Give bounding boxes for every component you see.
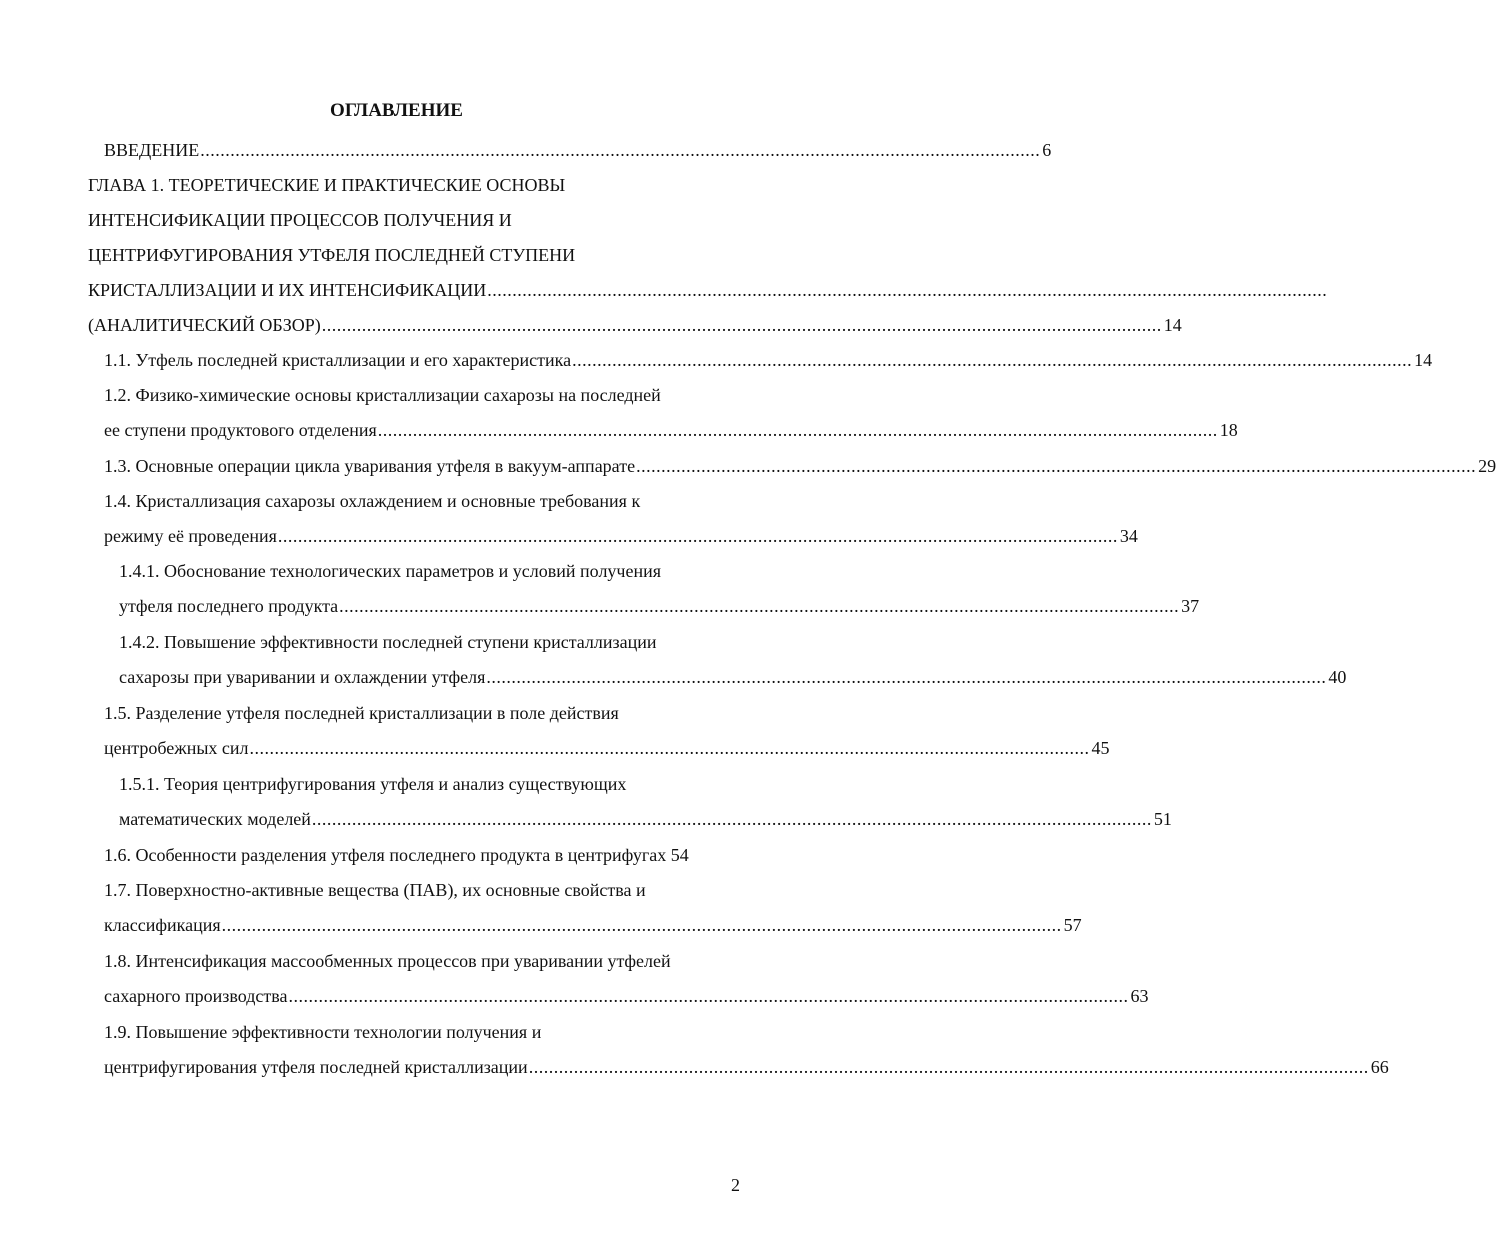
toc-page-number: 63 bbox=[1130, 986, 1149, 1006]
toc-entry-line: 1.4. Кристаллизация сахарозы охлаждением и основные требования к bbox=[104, 491, 641, 511]
toc-leader-dots: ........................................................................................................................................................................ bbox=[486, 667, 1327, 687]
toc-entry-1-5[interactable] bbox=[104, 734, 1110, 762]
toc-page-number: 51 bbox=[1153, 809, 1172, 829]
toc-entry-text: сахарного производства bbox=[104, 986, 288, 1006]
toc-leader-dots: ........................................................................................................................................................................ bbox=[249, 738, 1090, 758]
toc-entry-line: 1.5. Разделение утфеля последней кристаллизации в поле действия bbox=[104, 703, 619, 723]
toc-entry-chapter-1[interactable] bbox=[88, 311, 1182, 339]
toc-leader-dots: ........................................................................................................................................................................ bbox=[377, 420, 1218, 440]
toc-entry-1-1[interactable] bbox=[104, 346, 1433, 374]
toc-page-number: 29 bbox=[1478, 456, 1496, 476]
toc-entry-1-7[interactable] bbox=[104, 911, 1082, 939]
toc-entry-line: 1.8. Интенсификация массообменных процессов при уваривании утфелей bbox=[104, 951, 671, 971]
toc-page-number: 34 bbox=[1119, 526, 1138, 546]
toc-entry-1-9[interactable] bbox=[104, 1053, 1389, 1081]
toc-entry-line: 1.9. Повышение эффективности технологии получения и bbox=[104, 1022, 542, 1042]
toc-entry-text: режиму её проведения bbox=[104, 526, 277, 546]
toc-entry-text: утфеля последнего продукта bbox=[119, 596, 339, 616]
toc-leader-dots: ........................................................................................................................................................................ bbox=[487, 280, 1328, 300]
toc-entry-1-6[interactable]: 1.6. Особенности разделения утфеля последнего продукта в центрифугах 54 bbox=[104, 845, 689, 865]
toc-entry-1-4-1[interactable] bbox=[119, 592, 1200, 620]
toc-entry-1-3[interactable] bbox=[104, 452, 1496, 480]
toc-entry-text: центробежных сил bbox=[104, 738, 249, 758]
toc-entry-text: 1.3. Основные операции цикла уваривания утфеля в вакуум-аппарате bbox=[104, 456, 636, 476]
toc-page-number: 6 bbox=[1042, 140, 1052, 160]
toc-entry-text: КРИСТАЛЛИЗАЦИИ И ИХ ИНТЕНСИФИКАЦИИ bbox=[88, 280, 487, 300]
toc-entry-1-2[interactable] bbox=[104, 416, 1238, 444]
toc-entry-1-8[interactable] bbox=[104, 982, 1149, 1010]
toc-entry-line: 1.4.2. Повышение эффективности последней ступени кристаллизации bbox=[119, 632, 657, 652]
page-title: ОГЛАВЛЕНИЕ bbox=[330, 100, 463, 121]
toc-entry-line: 1.2. Физико-химические основы кристаллизации сахарозы на последней bbox=[104, 385, 661, 405]
toc-entry-1-5-1[interactable] bbox=[119, 805, 1172, 833]
toc-page-number: 45 bbox=[1091, 738, 1110, 758]
toc-page-number: 37 bbox=[1181, 596, 1200, 616]
toc-leader-dots: ........................................................................................................................................................................ bbox=[277, 526, 1118, 546]
toc-leader-dots: ........................................................................................................................................................................ bbox=[636, 456, 1477, 476]
toc-leader-dots: ........................................................................................................................................................................ bbox=[221, 915, 1062, 935]
toc-entry-line: 1.5.1. Теория центрифугирования утфеля и анализ существующих bbox=[119, 774, 627, 794]
toc-chapter-line: ИНТЕНСИФИКАЦИИ ПРОЦЕССОВ ПОЛУЧЕНИЯ И bbox=[88, 210, 512, 230]
toc-leader-dots: ........................................................................................................................................................................ bbox=[528, 1057, 1369, 1077]
toc-page-number: 18 bbox=[1219, 420, 1238, 440]
toc-chapter-line: ГЛАВА 1. ТЕОРЕТИЧЕСКИЕ И ПРАКТИЧЕСКИЕ ОСНОВЫ bbox=[88, 175, 566, 195]
toc-leader-dots: ........................................................................................................................................................................ bbox=[339, 596, 1180, 616]
toc-leader-dots: ........................................................................................................................................................................ bbox=[572, 350, 1413, 370]
toc-entry-text: ВВЕДЕНИЕ bbox=[104, 140, 200, 160]
toc-entry-line: 1.7. Поверхностно-активные вещества (ПАВ), их основные свойства и bbox=[104, 880, 646, 900]
toc-page-number: 40 bbox=[1328, 667, 1347, 687]
toc-page-number: 66 bbox=[1370, 1057, 1389, 1077]
toc-entry-text: ее ступени продуктового отделения bbox=[104, 420, 377, 440]
toc-entry-1-4[interactable] bbox=[104, 522, 1138, 550]
toc-entry-1-4-2[interactable] bbox=[119, 663, 1347, 691]
toc-chapter-line bbox=[88, 276, 1328, 304]
toc-leader-dots: ........................................................................................................................................................................ bbox=[321, 315, 1162, 335]
toc-entry-text: классификация bbox=[104, 915, 221, 935]
toc-leader-dots: ........................................................................................................................................................................ bbox=[200, 140, 1041, 160]
toc-entry-text: математических моделей bbox=[119, 809, 311, 829]
toc-page-number: 57 bbox=[1063, 915, 1082, 935]
toc-page-number: 14 bbox=[1414, 350, 1433, 370]
toc-entry-text: центрифугирования утфеля последней кристаллизации bbox=[104, 1057, 528, 1077]
toc-page-number: 14 bbox=[1163, 315, 1182, 335]
toc-entry-text: 1.1. Утфель последней кристаллизации и его характеристика bbox=[104, 350, 572, 370]
page-number: 2 bbox=[731, 1175, 740, 1195]
toc-entry-introduction[interactable] bbox=[104, 136, 1052, 164]
toc-leader-dots: ........................................................................................................................................................................ bbox=[311, 809, 1152, 829]
toc-chapter-line: ЦЕНТРИФУГИРОВАНИЯ УТФЕЛЯ ПОСЛЕДНЕЙ СТУПЕНИ bbox=[88, 245, 576, 265]
toc-entry-text: сахарозы при уваривании и охлаждении утфеля bbox=[119, 667, 486, 687]
toc-entry-text: (АНАЛИТИЧЕСКИЙ ОБЗОР) bbox=[88, 315, 321, 335]
toc-entry-line: 1.4.1. Обоснование технологических параметров и условий получения bbox=[119, 561, 662, 581]
toc-leader-dots: ........................................................................................................................................................................ bbox=[288, 986, 1129, 1006]
